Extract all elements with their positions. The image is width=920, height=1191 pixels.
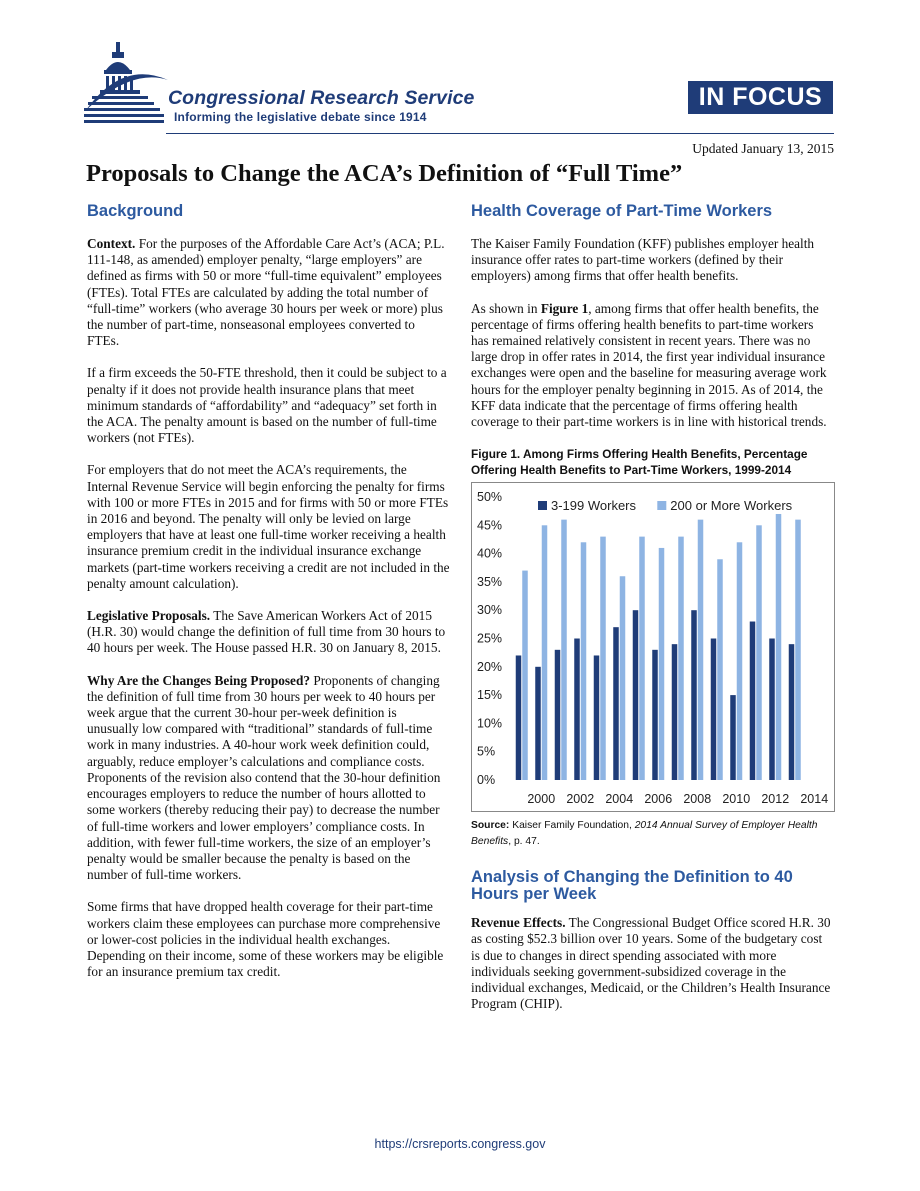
- y-tick-label: 30%: [477, 603, 503, 618]
- right-column: [471, 202, 834, 1028]
- org-tagline: Informing the legislative debate since 1914: [174, 110, 427, 124]
- paragraph-lead: Context.: [87, 236, 136, 251]
- paragraph-lead: Legislative Proposals.: [87, 608, 211, 624]
- bar-200-or-more-workers-1999: [522, 571, 528, 780]
- y-tick-label: 40%: [477, 546, 503, 561]
- paragraph-enforcement: For employers that do not meet the ACA’s requirements, the Internal Revenue Service will begin enforcing the penalty for firms with 100 or more FTEs in 2015 and for firms with 50 or more FTEs in 2016 and beyond. The penalty will only be levied on large employers that have at least one full-time worker receiving a health insurance premium credit in the individual insurance exchange markets (part-time workers receiving a credit are not included in the penalty amount calculation).: [87, 462, 450, 591]
- report-header: [0, 0, 920, 156]
- legend-swatch: [657, 501, 666, 510]
- bar-200-or-more-workers-2006: [659, 548, 665, 780]
- bar-200-or-more-workers-2010: [737, 543, 743, 781]
- bar-chart: [472, 483, 834, 811]
- bar-200-or-more-workers-2003: [600, 537, 606, 780]
- legend-label: 200 or More Workers: [670, 498, 793, 514]
- paragraph-lead: Why Are the Changes Being Proposed?: [87, 672, 310, 688]
- bar-3-199-workers-2002: [574, 639, 580, 781]
- x-tick-label: 2010: [722, 792, 751, 807]
- paragraph-text: Proponents of changing the definition of full time from 30 hours per week to 40 hours per week argue that the current 30-hour per-week definition is unusually low compared with “traditional” standards of full-time work in many industries. A 40-hour work week definition could, arguably, reduce employer’s calculations and compliance costs. Proponents of the revision also contend that the 30-hour definition encourages employers to reduce the number of hours allotted to some workers (thereby reducing their pay) to decrease the number of full-time workers and lower employers’ compliance costs. In addition, with fewer full-time workers, the size of an employer’s penalty would be smaller because the penalty is based on the number of full-time workers.: [87, 672, 441, 883]
- x-tick-label: 2004: [605, 792, 634, 807]
- footer-url[interactable]: https://crsreports.congress.gov: [374, 1137, 546, 1151]
- y-tick-label: 20%: [477, 660, 503, 675]
- section-heading-part-time-coverage: Health Coverage of Part-Time Workers: [471, 202, 773, 220]
- bar-3-199-workers-2010: [730, 695, 736, 780]
- section-heading-analysis: Analysis of Changing the Definition to 40 Hours per Week: [471, 868, 793, 904]
- source-lead: Source:: [471, 820, 510, 832]
- x-tick-label: 2014: [800, 792, 829, 807]
- figure-reference: Figure 1: [540, 300, 589, 316]
- bar-200-or-more-workers-2002: [581, 543, 587, 781]
- paragraph-lead: Revenue Effects.: [471, 915, 566, 931]
- capitol-dome-logo: [82, 40, 172, 128]
- paragraph-why-changes: [87, 673, 450, 884]
- org-name: Congressional Research Service: [168, 87, 475, 109]
- x-tick-label: 2002: [566, 792, 595, 807]
- figure-1-chart: [471, 482, 835, 812]
- y-tick-label: 15%: [477, 688, 503, 703]
- x-tick-label: 2008: [683, 792, 712, 807]
- bar-3-199-workers-2003: [594, 656, 600, 781]
- paragraph-text: The Save American Workers Act of 2015 (H.R. 30) would change the definition of full time from 30 hours to 40 hours per week. The House passed H.R. 30 on January 8, 2015.: [87, 608, 446, 656]
- paragraph-text: The Congressional Budget Office scored H.R. 30 as costing $52.3 billion over 10 years. Some of the budgetary cost is due to changes in direct spending associated with more individuals seeking government-subsidized coverage in the individual exchanges, Medicaid, or the Children’s Health Insurance Program (CHIP).: [471, 915, 831, 1012]
- y-tick-label: 0%: [477, 773, 496, 788]
- paragraph-legislative-proposals: [87, 608, 450, 657]
- header-rule: [166, 133, 834, 134]
- bar-200-or-more-workers-2004: [620, 576, 626, 780]
- bar-200-or-more-workers-2012: [776, 514, 782, 780]
- y-tick-label: 5%: [477, 744, 496, 759]
- y-tick-label: 25%: [477, 631, 503, 646]
- bar-3-199-workers-2005: [633, 610, 639, 780]
- bar-3-199-workers-2001: [555, 650, 561, 780]
- updated-date: Updated January 13, 2015: [692, 141, 834, 156]
- paragraph-dropped-coverage: Some firms that have dropped health coverage for their part-time workers claim these employees can purchase more comprehensive or lower-cost policies in the individual health exchanges. Depending on their income, some of these workers may be eligible for an insurance premium tax credit.: [87, 899, 444, 980]
- bar-3-199-workers-2006: [652, 650, 658, 780]
- in-focus-badge: IN FOCUS: [688, 81, 833, 114]
- page-title: Proposals to Change the ACA’s Definition of “Full Time”: [86, 160, 683, 187]
- paragraph-context: [87, 236, 450, 349]
- paragraph-revenue-effects: [471, 915, 834, 1012]
- bar-200-or-more-workers-2013: [795, 520, 801, 780]
- bar-200-or-more-workers-2000: [542, 526, 548, 781]
- paragraph-text: , among firms that offer health benefits, the percentage of firms offering health benefits to part-time workers has remained relatively consistent in recent years. There was no large drop in offer rates in 2014, the first year individual insurance exchanges were open and the baseline for measuring average work hours for the employer penalty beginning in 2015. As of 2014, the KFF data indicate that the percentage of firms offering health coverage to their part-time workers is in line with historical trends.: [471, 300, 827, 430]
- paragraph-figure-summary: [471, 301, 834, 431]
- figure-caption: Figure 1. Among Firms Offering Health Benefits, Percentage Offering Health Benefits to Part-Time Workers, 1999-2014: [471, 447, 808, 478]
- x-tick-label: 2006: [644, 792, 673, 807]
- figure-source: [471, 818, 834, 850]
- bar-3-199-workers-1999: [516, 656, 522, 781]
- bar-200-or-more-workers-2011: [756, 526, 762, 781]
- legend-label: 3-199 Workers: [551, 498, 637, 514]
- x-tick-label: 2000: [527, 792, 556, 807]
- source-page: , p. 47.: [508, 836, 540, 848]
- y-tick-label: 10%: [477, 716, 503, 731]
- bar-3-199-workers-2011: [750, 622, 756, 780]
- left-column: [87, 202, 450, 996]
- bar-3-199-workers-2007: [672, 644, 678, 780]
- source-title: 2014 Annual Survey of Employer Health Benefits: [471, 820, 818, 848]
- source-text: Kaiser Family Foundation,: [509, 820, 635, 832]
- legend-swatch: [538, 501, 547, 510]
- bar-3-199-workers-2008: [691, 610, 697, 780]
- bar-3-199-workers-2012: [769, 639, 775, 781]
- y-tick-label: 50%: [477, 490, 503, 505]
- paragraph-text: As shown in: [471, 300, 541, 316]
- bar-200-or-more-workers-2001: [561, 520, 567, 780]
- bar-200-or-more-workers-2008: [698, 520, 704, 780]
- section-heading-background: Background: [87, 202, 184, 220]
- paragraph-text: For the purposes of the Affordable Care Act’s (ACA; P.L. 111-148, as amended) employer penalty, “large employers” are defined as firms with 50 or more “full-time equivalent” employees (FTEs). Total FTEs are calculated by adding the total number of “full-time” workers (who average 30 hours per week or more) plus the number of part-time, nonseasonal employees converted to FTEs.: [87, 236, 445, 349]
- bar-3-199-workers-2000: [535, 667, 541, 780]
- x-tick-label: 2012: [761, 792, 790, 807]
- paragraph-kff: The Kaiser Family Foundation (KFF) publishes employer health insurance offer rates to part-time workers (defined by their employers) among firms that offer health benefits.: [471, 236, 815, 284]
- bar-200-or-more-workers-2005: [639, 537, 645, 780]
- y-tick-label: 45%: [477, 518, 503, 533]
- paragraph-threshold: If a firm exceeds the 50-FTE threshold, then it could be subject to a penalty if it does not provide health insurance plans that meet minimum standards of “affordability” and “adequacy” set forth in the ACA. The penalty amount is based on the number of full-time workers (not FTEs).: [87, 365, 447, 446]
- bar-200-or-more-workers-2007: [678, 537, 684, 780]
- bar-3-199-workers-2013: [789, 644, 795, 780]
- bar-200-or-more-workers-2009: [717, 559, 723, 780]
- y-tick-label: 35%: [477, 575, 503, 590]
- bar-3-199-workers-2004: [613, 627, 619, 780]
- bar-3-199-workers-2009: [711, 639, 717, 781]
